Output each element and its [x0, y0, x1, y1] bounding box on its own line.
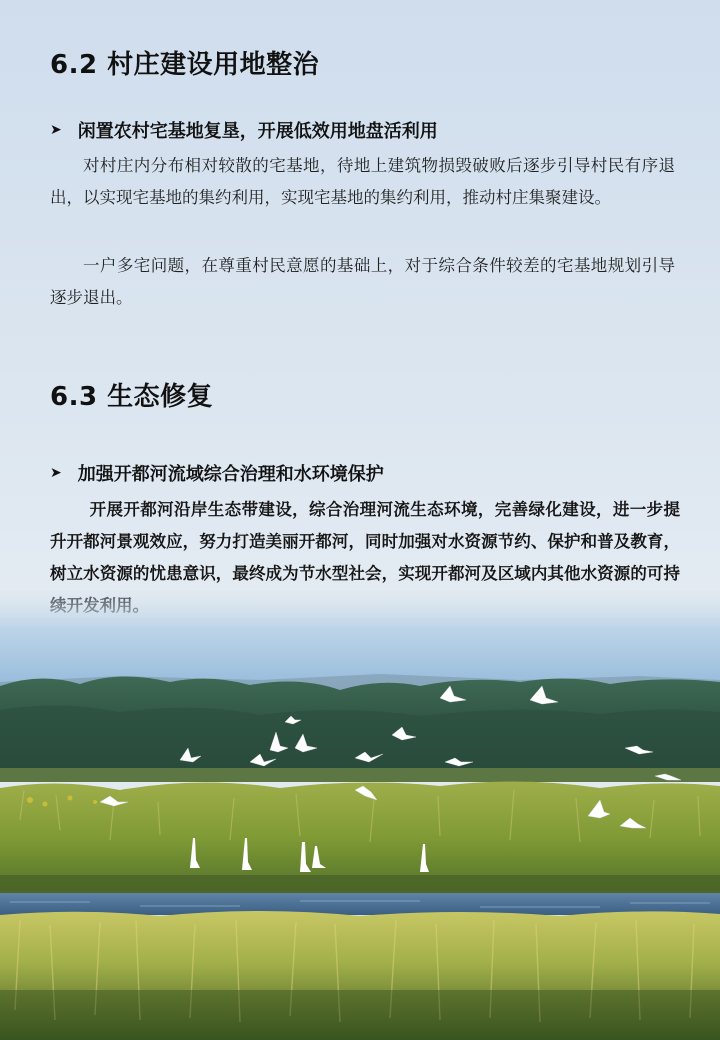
paragraph-river-ecology: 开展开都河沿岸生态带建设，综合治理河流生态环境，完善绿化建设，进一步提升开都河景观效应，努力打造美丽开都河，同时加强对水资源节约、保护和普及教育，树立水资源的忧患意识，最终成为节水型社会，实现开都河及区域内其他水资源的可持 — [50, 500, 680, 583]
paragraph-homestead-exit: 对村庄内分布相对较散的宅基地，待地上建筑物损毁破败后逐步引导村民有序退出，以实现宅基地的集约利用，实现宅基地的集约利用，推动村庄集聚建设。 — [50, 156, 675, 207]
bullet-heading-rural-homestead — [50, 117, 438, 143]
bullet-heading-text: 加强开都河流域综合治理和水环境保护 — [77, 464, 384, 485]
section-title-6-3: 6.3 生态修复 — [50, 382, 214, 412]
wetland-egrets-photo — [0, 590, 720, 1040]
arrow-right-icon: ➤ — [50, 122, 62, 138]
bullet-heading-river-protection — [50, 460, 384, 486]
section-title-6-2: 6.2 村庄建设用地整治 — [50, 50, 320, 80]
bullet-heading-text: 闲置农村宅基地复垦，开展低效用地盘活利用 — [77, 121, 438, 142]
paragraph-multiple-homesteads: 一户多宅问题，在尊重村民意愿的基础上，对于综合条件较差的宅基地规划引导逐步退出。 — [50, 256, 675, 307]
arrow-right-icon: ➤ — [50, 465, 62, 481]
